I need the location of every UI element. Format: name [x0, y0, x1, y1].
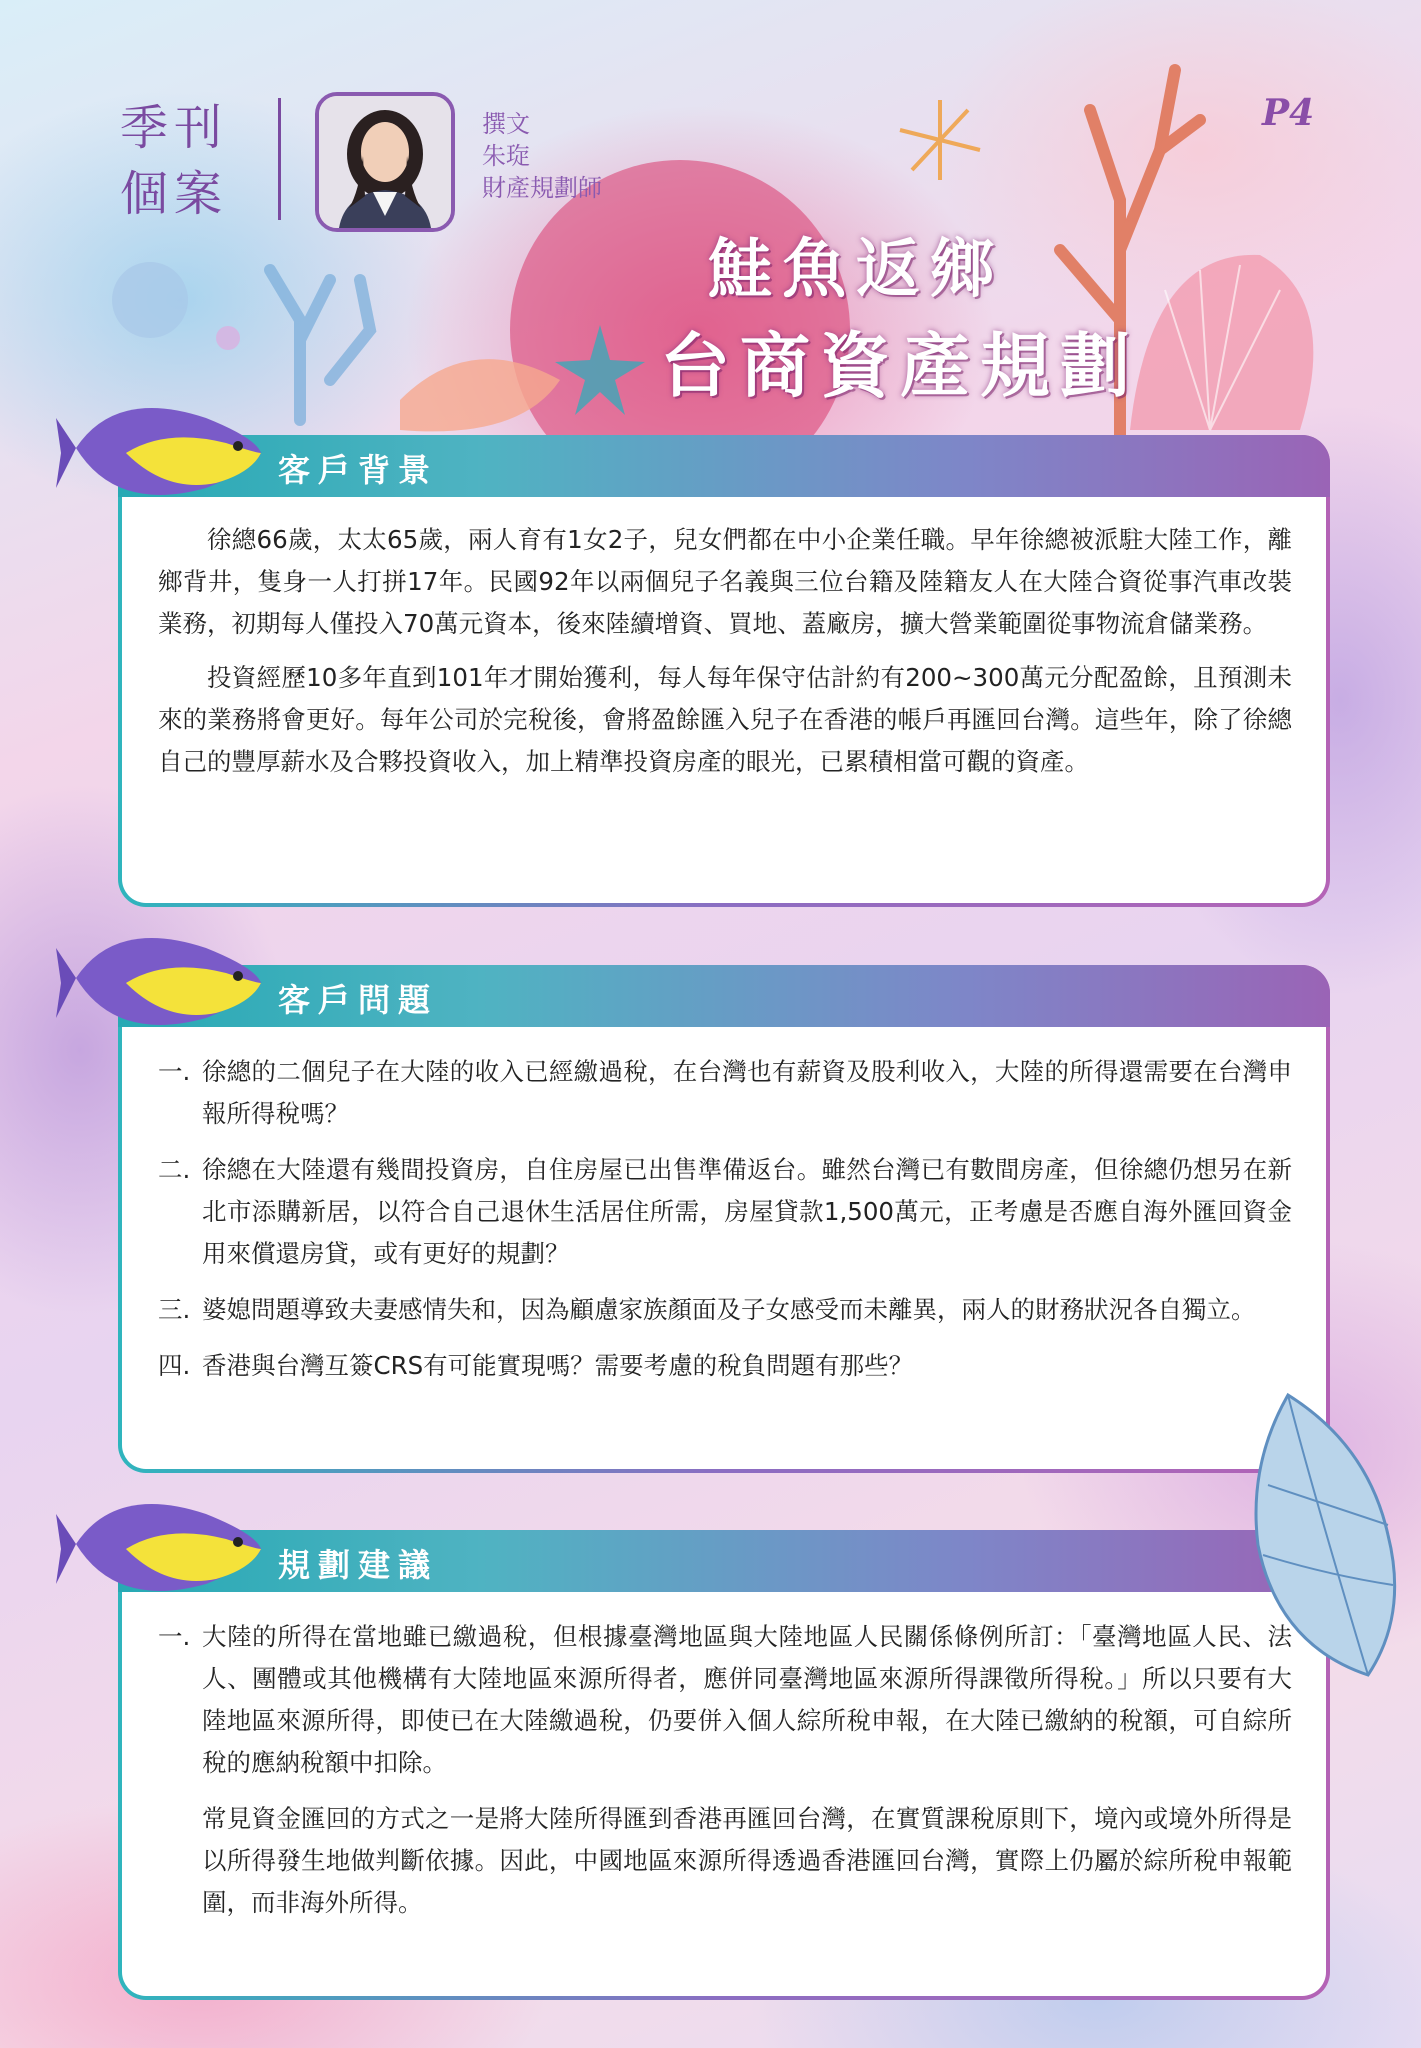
section-heading: 客戶背景	[278, 451, 439, 489]
author-portrait-icon	[319, 96, 451, 228]
column-title	[120, 95, 228, 227]
author-role: 撰文	[482, 110, 530, 138]
article-title-line1: 鮭魚返鄉	[708, 232, 1004, 307]
body-paragraph: 投資經歷10多年直到101年才開始獲利，每人每年保守估計約有200~300萬元分配盈餘，且預測未來的業務將會更好。每年公司於完稅後，會將盈餘匯入兒子在香港的帳戶再匯回台灣。這些年，除了徐總自己的豐厚薪水及合夥投資收入，加上精準投資房產的眼光，已累積相當可觀的資產。	[158, 663, 1292, 776]
list-text: 香港與台灣互簽CRS有可能實現嗎？需要考慮的稅負問題有那些？	[202, 1351, 914, 1380]
author-avatar	[315, 92, 455, 232]
list-text: 婆媳問題導致夫妻感情失和，因為顧慮家族顏面及子女感受而未離異，兩人的財務狀況各自獨立。	[202, 1295, 1256, 1324]
list-item	[158, 1345, 1292, 1387]
article-title-line2: 台商資產規劃	[660, 324, 1140, 407]
author-title: 財產規劃師	[482, 174, 602, 202]
list-number: 四.	[158, 1351, 191, 1380]
conch-shell-icon	[1218, 1385, 1418, 1685]
panel-header	[118, 1530, 1330, 1592]
client-background-panel	[118, 435, 1330, 907]
list-item	[158, 1289, 1292, 1331]
column-title-line1: 季刊	[120, 100, 229, 156]
list-number: 一.	[158, 1622, 191, 1651]
panel-content	[158, 519, 1292, 795]
tropical-fish-icon	[56, 918, 276, 1048]
list-item	[158, 1149, 1292, 1275]
panel-content	[158, 1051, 1292, 1401]
section-heading: 規劃建議	[278, 1546, 439, 1584]
list-text: 大陸的所得在當地雖已繳過稅，但根據臺灣地區與大陸地區人民關係條例所訂：「臺灣地區人民、法人、團體或其他機構有大陸地區來源所得者，應併同臺灣地區來源所得課徵所得稅。」所以只要有大陸地區來源所得，即使已在大陸繳過稅，仍要併入個人綜所稅申報，在大陸已繳納的稅額，可自綜所稅的應納稅額中扣除。	[202, 1622, 1292, 1777]
panel-header	[118, 435, 1330, 497]
list-number: 三.	[158, 1295, 191, 1324]
panel-header	[118, 965, 1330, 1027]
page-number: P4	[1262, 92, 1315, 134]
header-divider	[278, 98, 281, 220]
list-text: 徐總在大陸還有幾間投資房，自住房屋已出售準備返台。雖然台灣已有數間房產，但徐總仍想另在新北市添購新居，以符合自己退休生活居住所需，房屋貸款1,500萬元，正考慮是否應自海外匯回資金用來償還房貸，或有更好的規劃？	[202, 1155, 1292, 1268]
planning-advice-panel	[118, 1530, 1330, 2000]
author-info	[482, 108, 602, 204]
panel-content	[158, 1616, 1292, 1936]
problem-list	[158, 1051, 1292, 1387]
body-paragraph: 常見資金匯回的方式之一是將大陸所得匯到香港再匯回台灣，在實質課稅原則下，境內或境外所得是以所得發生地做判斷依據。因此，中國地區來源所得透過香港匯回台灣，實際上仍屬於綜所稅申報範圍，而非海外所得。	[202, 1804, 1292, 1917]
column-title-line2: 個案	[120, 166, 229, 222]
list-number: 二.	[158, 1155, 191, 1184]
tropical-fish-icon	[56, 1484, 276, 1614]
body-paragraph: 徐總66歲，太太65歲，兩人育有1女2子，兒女們都在中小企業任職。早年徐總被派駐大陸工作，離鄉背井，隻身一人打拼17年。民國92年以兩個兒子名義與三位台籍及陸籍友人在大陸合資從事汽車改裝業務，初期每人僅投入70萬元資本，後來陸續增資、買地、蓋廠房，擴大營業範圍從事物流倉儲業務。	[158, 525, 1292, 638]
tropical-fish-icon	[56, 388, 276, 518]
list-text: 徐總的二個兒子在大陸的收入已經繳過稅，在台灣也有薪資及股利收入，大陸的所得還需要在台灣申報所得稅嗎？	[202, 1057, 1292, 1128]
section-heading: 客戶問題	[278, 981, 439, 1019]
list-number: 一.	[158, 1057, 191, 1086]
advice-list	[158, 1616, 1292, 1784]
list-item	[158, 1616, 1292, 1784]
client-problems-panel	[118, 965, 1330, 1473]
list-item	[158, 1051, 1292, 1135]
author-name: 朱琁	[482, 142, 530, 170]
